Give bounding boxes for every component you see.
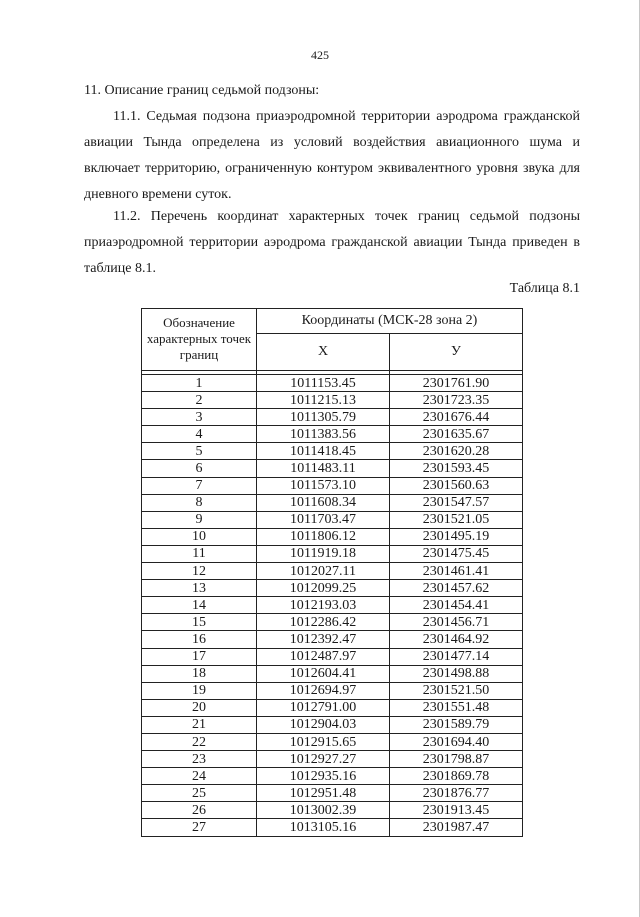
x-coordinate-cell: 1011418.45 <box>257 443 390 460</box>
y-coordinate-cell: 2301547.57 <box>390 494 523 511</box>
y-coordinate-cell: 2301457.62 <box>390 580 523 597</box>
table-row <box>142 580 523 597</box>
table-row <box>142 597 523 614</box>
table-row <box>142 409 523 426</box>
point-number-cell: 14 <box>142 597 257 614</box>
y-coordinate-cell: 2301723.35 <box>390 392 523 409</box>
y-coordinate-cell: 2301620.28 <box>390 443 523 460</box>
point-number-cell: 13 <box>142 580 257 597</box>
x-coordinate-cell: 1012927.27 <box>257 751 390 768</box>
x-coordinate-cell: 1011806.12 <box>257 528 390 545</box>
paragraph-11-1: 11.1. Седьмая подзона приаэродромной территории аэродрома гражданской авиации Тында определена из условий воздействия авиационного шума и включает территорию, ограниченную контуром эквивалентного уровня звука для дневного времени суток. <box>84 109 580 202</box>
point-number-cell: 18 <box>142 665 257 682</box>
x-coordinate-cell: 1013105.16 <box>257 819 390 836</box>
x-coordinate-cell: 1011153.45 <box>257 375 390 392</box>
point-number-cell: 1 <box>142 375 257 392</box>
y-coordinate-cell: 2301551.48 <box>390 699 523 716</box>
x-coordinate-cell: 1011573.10 <box>257 477 390 494</box>
y-coordinate-cell: 2301876.77 <box>390 785 523 802</box>
y-coordinate-cell: 2301498.88 <box>390 665 523 682</box>
point-number-cell: 20 <box>142 699 257 716</box>
header-y: У <box>390 334 523 371</box>
table-row <box>142 648 523 665</box>
point-number-cell: 22 <box>142 733 257 750</box>
x-coordinate-cell: 1011305.79 <box>257 409 390 426</box>
x-coordinate-cell: 1011919.18 <box>257 545 390 562</box>
x-coordinate-cell: 1012099.25 <box>257 580 390 597</box>
y-coordinate-cell: 2301676.44 <box>390 409 523 426</box>
point-number-cell: 25 <box>142 785 257 802</box>
table-row <box>142 631 523 648</box>
paragraph-11-2: 11.2. Перечень координат характерных точек границ седьмой подзоны приаэродромной территории аэродрома гражданской авиации Тында приведен в таблице 8.1. <box>84 209 580 276</box>
y-coordinate-cell: 2301761.90 <box>390 375 523 392</box>
x-coordinate-cell: 1012604.41 <box>257 665 390 682</box>
x-coordinate-cell: 1011608.34 <box>257 494 390 511</box>
x-coordinate-cell: 1012487.97 <box>257 648 390 665</box>
coordinates-table <box>141 308 523 837</box>
table-row <box>142 426 523 443</box>
x-coordinate-cell: 1011383.56 <box>257 426 390 443</box>
y-coordinate-cell: 2301475.45 <box>390 545 523 562</box>
y-coordinate-cell: 2301987.47 <box>390 819 523 836</box>
y-coordinate-cell: 2301869.78 <box>390 768 523 785</box>
point-number-cell: 23 <box>142 751 257 768</box>
y-coordinate-cell: 2301464.92 <box>390 631 523 648</box>
x-coordinate-cell: 1012915.65 <box>257 733 390 750</box>
point-number-cell: 7 <box>142 477 257 494</box>
x-coordinate-cell: 1011483.11 <box>257 460 390 477</box>
table-row <box>142 545 523 562</box>
y-coordinate-cell: 2301694.40 <box>390 733 523 750</box>
point-number-cell: 8 <box>142 494 257 511</box>
y-coordinate-cell: 2301521.05 <box>390 511 523 528</box>
y-coordinate-cell: 2301913.45 <box>390 802 523 819</box>
x-coordinate-cell: 1012951.48 <box>257 785 390 802</box>
point-number-cell: 11 <box>142 545 257 562</box>
point-number-cell: 3 <box>142 409 257 426</box>
table-row <box>142 375 523 392</box>
point-number-cell: 16 <box>142 631 257 648</box>
table-row <box>142 665 523 682</box>
y-coordinate-cell: 2301560.63 <box>390 477 523 494</box>
y-coordinate-cell: 2301495.19 <box>390 528 523 545</box>
table-row <box>142 699 523 716</box>
table-row <box>142 511 523 528</box>
x-coordinate-cell: 1012286.42 <box>257 614 390 631</box>
y-coordinate-cell: 2301477.14 <box>390 648 523 665</box>
x-coordinate-cell: 1011703.47 <box>257 511 390 528</box>
point-number-cell: 21 <box>142 716 257 733</box>
y-coordinate-cell: 2301456.71 <box>390 614 523 631</box>
y-coordinate-cell: 2301461.41 <box>390 563 523 580</box>
table-row <box>142 477 523 494</box>
point-number-cell: 2 <box>142 392 257 409</box>
y-coordinate-cell: 2301635.67 <box>390 426 523 443</box>
point-number-cell: 6 <box>142 460 257 477</box>
x-coordinate-cell: 1012193.03 <box>257 597 390 614</box>
point-number-cell: 26 <box>142 802 257 819</box>
point-number-cell: 4 <box>142 426 257 443</box>
table-caption: Таблица 8.1 <box>509 281 580 296</box>
table-row <box>142 392 523 409</box>
header-designation: Обозначение характерных точек границ <box>142 309 257 371</box>
point-number-cell: 24 <box>142 768 257 785</box>
y-coordinate-cell: 2301454.41 <box>390 597 523 614</box>
point-number-cell: 27 <box>142 819 257 836</box>
header-x: X <box>257 334 390 371</box>
point-number-cell: 19 <box>142 682 257 699</box>
table-row <box>142 443 523 460</box>
section-heading: 11. Описание границ седьмой подзоны: <box>84 83 320 98</box>
point-number-cell: 15 <box>142 614 257 631</box>
table-row <box>142 460 523 477</box>
table-row <box>142 785 523 802</box>
x-coordinate-cell: 1012791.00 <box>257 699 390 716</box>
table-row <box>142 819 523 836</box>
table-row <box>142 563 523 580</box>
table-row <box>142 751 523 768</box>
point-number-cell: 10 <box>142 528 257 545</box>
x-coordinate-cell: 1012935.16 <box>257 768 390 785</box>
point-number-cell: 5 <box>142 443 257 460</box>
table-row <box>142 733 523 750</box>
header-coordinates: Координаты (МСК-28 зона 2) <box>257 309 523 334</box>
table-row <box>142 716 523 733</box>
y-coordinate-cell: 2301521.50 <box>390 682 523 699</box>
x-coordinate-cell: 1012904.03 <box>257 716 390 733</box>
point-number-cell: 9 <box>142 511 257 528</box>
x-coordinate-cell: 1013002.39 <box>257 802 390 819</box>
table-row <box>142 614 523 631</box>
point-number-cell: 12 <box>142 563 257 580</box>
table-row <box>142 682 523 699</box>
table-row <box>142 528 523 545</box>
table-row <box>142 768 523 785</box>
point-number-cell: 17 <box>142 648 257 665</box>
y-coordinate-cell: 2301589.79 <box>390 716 523 733</box>
table-row <box>142 494 523 511</box>
x-coordinate-cell: 1011215.13 <box>257 392 390 409</box>
x-coordinate-cell: 1012392.47 <box>257 631 390 648</box>
page-number: 425 <box>311 48 329 62</box>
x-coordinate-cell: 1012694.97 <box>257 682 390 699</box>
y-coordinate-cell: 2301593.45 <box>390 460 523 477</box>
y-coordinate-cell: 2301798.87 <box>390 751 523 768</box>
table-row <box>142 802 523 819</box>
coordinates-table-body <box>142 375 523 837</box>
x-coordinate-cell: 1012027.11 <box>257 563 390 580</box>
